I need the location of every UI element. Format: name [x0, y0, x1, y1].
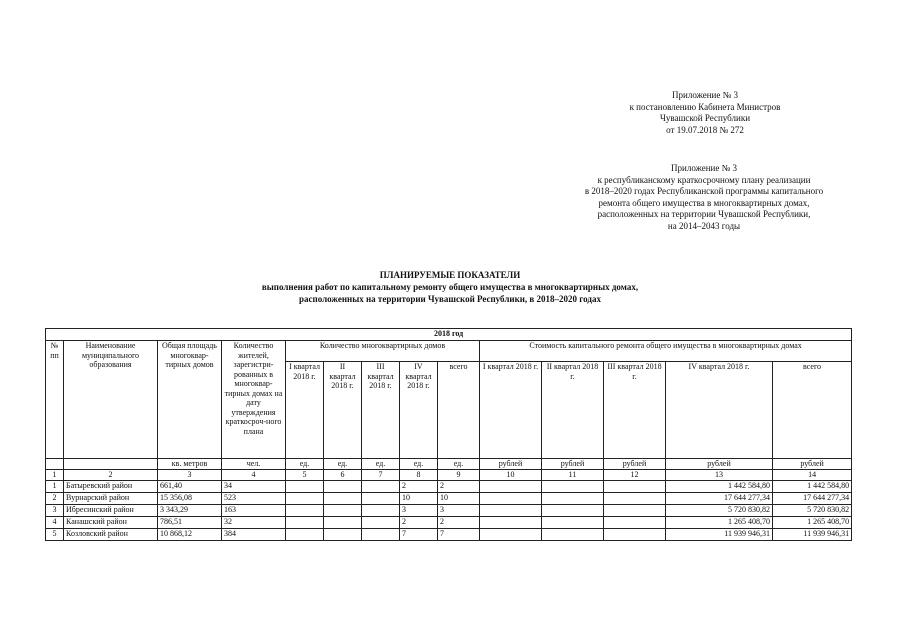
appendix-line: в 2018–2020 годах Республиканской программы капитального — [584, 186, 824, 196]
appendix-line: на 2014–2043 годы — [667, 220, 741, 231]
table-row — [46, 481, 852, 493]
cell-residents: 34 — [222, 481, 286, 493]
appendix-header-plan — [545, 163, 863, 232]
cell-cq1 — [480, 493, 542, 505]
cell-cq2 — [542, 505, 604, 517]
cell-name: Вурнарский район — [64, 493, 158, 505]
table-row — [46, 493, 852, 505]
cell-cq4: 17 644 277,34 — [666, 493, 773, 505]
cell-cq1 — [480, 481, 542, 493]
appendix-line: к постановлению Кабинета Министров — [629, 101, 781, 112]
cell-hq4: 2 — [400, 517, 438, 529]
cell-hq1 — [286, 517, 324, 529]
cell-htotal: 2 — [438, 517, 480, 529]
indicators-table — [45, 328, 852, 541]
cell-cq3 — [604, 505, 666, 517]
column-number: 14 — [773, 470, 852, 481]
cell-cq2 — [542, 481, 604, 493]
cell-area: 3 343,29 — [158, 505, 222, 517]
cell-area: 15 356,08 — [158, 493, 222, 505]
header-cost-group: Стоимость капитального ремонта общего имущества в многоквартирных домах — [480, 341, 852, 362]
cell-area: 786,51 — [158, 517, 222, 529]
cell-htotal: 3 — [438, 505, 480, 517]
cell-cq4: 5 720 830,82 — [666, 505, 773, 517]
cell-hq1 — [286, 481, 324, 493]
cell-ctotal: 5 720 830,82 — [773, 505, 852, 517]
appendix-line: к республиканскому краткосрочному плану реализации — [597, 174, 811, 185]
table-row — [46, 505, 852, 517]
unit-cell — [64, 459, 158, 470]
cell-hq3 — [362, 505, 400, 517]
column-number: 2 — [64, 470, 158, 481]
cell-hq1 — [286, 529, 324, 541]
unit-cell: рублей — [773, 459, 852, 470]
header-num: № пп — [46, 341, 64, 459]
header-cost-q2: II квартал 2018 г. — [542, 362, 604, 459]
cell-hq4: 10 — [400, 493, 438, 505]
cell-hq1 — [286, 505, 324, 517]
cell-hq2 — [324, 481, 362, 493]
header-cost-q1: I квартал 2018 г. — [480, 362, 542, 459]
cell-residents: 32 — [222, 517, 286, 529]
appendix-line: Приложение № 3 — [671, 163, 737, 173]
unit-cell: рублей — [666, 459, 773, 470]
cell-residents: 523 — [222, 493, 286, 505]
unit-cell: ед. — [438, 459, 480, 470]
unit-cell: рублей — [604, 459, 666, 470]
cell-cq3 — [604, 529, 666, 541]
cell-cq3 — [604, 517, 666, 529]
cell-cq4: 1 265 408,70 — [666, 517, 773, 529]
column-number: 8 — [400, 470, 438, 481]
column-number: 13 — [666, 470, 773, 481]
cell-num: 5 — [46, 529, 64, 541]
unit-cell: кв. метров — [158, 459, 222, 470]
cell-ctotal: 17 644 277,34 — [773, 493, 852, 505]
column-number: 12 — [604, 470, 666, 481]
document-subtitle: выполнения работ по капитальному ремонту общего имущества в многоквартирных домах, — [261, 282, 639, 292]
unit-cell: ед. — [286, 459, 324, 470]
unit-cell: рублей — [480, 459, 542, 470]
cell-cq4: 1 442 584,80 — [666, 481, 773, 493]
header-cost-q3: III квартал 2018 г. — [604, 362, 666, 459]
cell-residents: 384 — [222, 529, 286, 541]
cell-hq1 — [286, 493, 324, 505]
cell-hq4: 7 — [400, 529, 438, 541]
column-number: 3 — [158, 470, 222, 481]
column-number: 9 — [438, 470, 480, 481]
cell-ctotal: 1 442 584,80 — [773, 481, 852, 493]
header-houses-q1: I квартал 2018 г. — [286, 362, 324, 459]
table-row — [46, 529, 852, 541]
header-houses-total: всего — [438, 362, 480, 459]
cell-hq3 — [362, 529, 400, 541]
cell-hq3 — [362, 493, 400, 505]
cell-cq2 — [542, 529, 604, 541]
cell-area: 661,40 — [158, 481, 222, 493]
unit-cell: чел. — [222, 459, 286, 470]
column-number: 5 — [286, 470, 324, 481]
cell-name: Ибресинский район — [64, 505, 158, 517]
cell-hq2 — [324, 505, 362, 517]
appendix-header-resolution — [595, 90, 815, 136]
cell-num: 4 — [46, 517, 64, 529]
cell-hq4: 2 — [400, 481, 438, 493]
appendix-line: расположенных на территории Чувашской Республики, — [597, 209, 811, 219]
cell-name: Козловский район — [64, 529, 158, 541]
cell-cq2 — [542, 517, 604, 529]
cell-hq2 — [324, 529, 362, 541]
unit-cell: ед. — [362, 459, 400, 470]
appendix-line: Приложение № 3 — [672, 90, 738, 100]
year-header: 2018 год — [46, 329, 852, 341]
unit-cell: рублей — [542, 459, 604, 470]
document-subtitle: расположенных на территории Чувашской Республики, в 2018–2020 годах — [299, 294, 601, 304]
cell-hq4: 3 — [400, 505, 438, 517]
document-title: ПЛАНИРУЕМЫЕ ПОКАЗАТЕЛИ — [379, 270, 521, 280]
cell-ctotal: 1 265 408,70 — [773, 517, 852, 529]
column-number: 7 — [362, 470, 400, 481]
cell-htotal: 7 — [438, 529, 480, 541]
cell-area: 10 868,12 — [158, 529, 222, 541]
unit-cell: ед. — [400, 459, 438, 470]
cell-cq4: 11 939 946,31 — [666, 529, 773, 541]
appendix-line: от 19.07.2018 № 272 — [666, 124, 744, 135]
cell-num: 2 — [46, 493, 64, 505]
cell-num: 3 — [46, 505, 64, 517]
cell-hq3 — [362, 517, 400, 529]
cell-cq2 — [542, 493, 604, 505]
table-row — [46, 517, 852, 529]
cell-name: Батыревский район — [64, 481, 158, 493]
column-number: 10 — [480, 470, 542, 481]
cell-cq3 — [604, 493, 666, 505]
column-number: 1 — [46, 470, 64, 481]
header-residents: Количество жителей, зарегистри-рованных в многоквар-тирных домах на дату утверждения краткосроч-ного плана — [222, 341, 286, 459]
column-number: 6 — [324, 470, 362, 481]
header-area: Общая площадь многоквар-тирных домов — [158, 341, 222, 459]
header-name: Наименование муниципального образования — [64, 341, 158, 459]
cell-htotal: 2 — [438, 481, 480, 493]
header-cost-q4: IV квартал 2018 г. — [666, 362, 773, 459]
header-houses-q3: III квартал 2018 г. — [362, 362, 400, 459]
unit-cell — [46, 459, 64, 470]
column-number: 11 — [542, 470, 604, 481]
cell-cq1 — [480, 505, 542, 517]
cell-hq3 — [362, 481, 400, 493]
cell-ctotal: 11 939 946,31 — [773, 529, 852, 541]
header-houses-q4: IV квартал 2018 г. — [400, 362, 438, 459]
cell-cq1 — [480, 529, 542, 541]
cell-name: Канашский район — [64, 517, 158, 529]
table-body — [46, 481, 852, 541]
appendix-line: Чувашской Республики — [659, 113, 751, 123]
cell-hq2 — [324, 493, 362, 505]
cell-residents: 163 — [222, 505, 286, 517]
header-houses-group: Количество многоквартирных домов — [286, 341, 480, 362]
cell-num: 1 — [46, 481, 64, 493]
column-number: 4 — [222, 470, 286, 481]
appendix-line: ремонта общего имущества в многоквартирных домах, — [598, 197, 810, 208]
cell-cq1 — [480, 517, 542, 529]
cell-cq3 — [604, 481, 666, 493]
unit-cell: ед. — [324, 459, 362, 470]
header-cost-total: всего — [773, 362, 852, 459]
cell-htotal: 10 — [438, 493, 480, 505]
header-houses-q2: II квартал 2018 г. — [324, 362, 362, 459]
cell-hq2 — [324, 517, 362, 529]
